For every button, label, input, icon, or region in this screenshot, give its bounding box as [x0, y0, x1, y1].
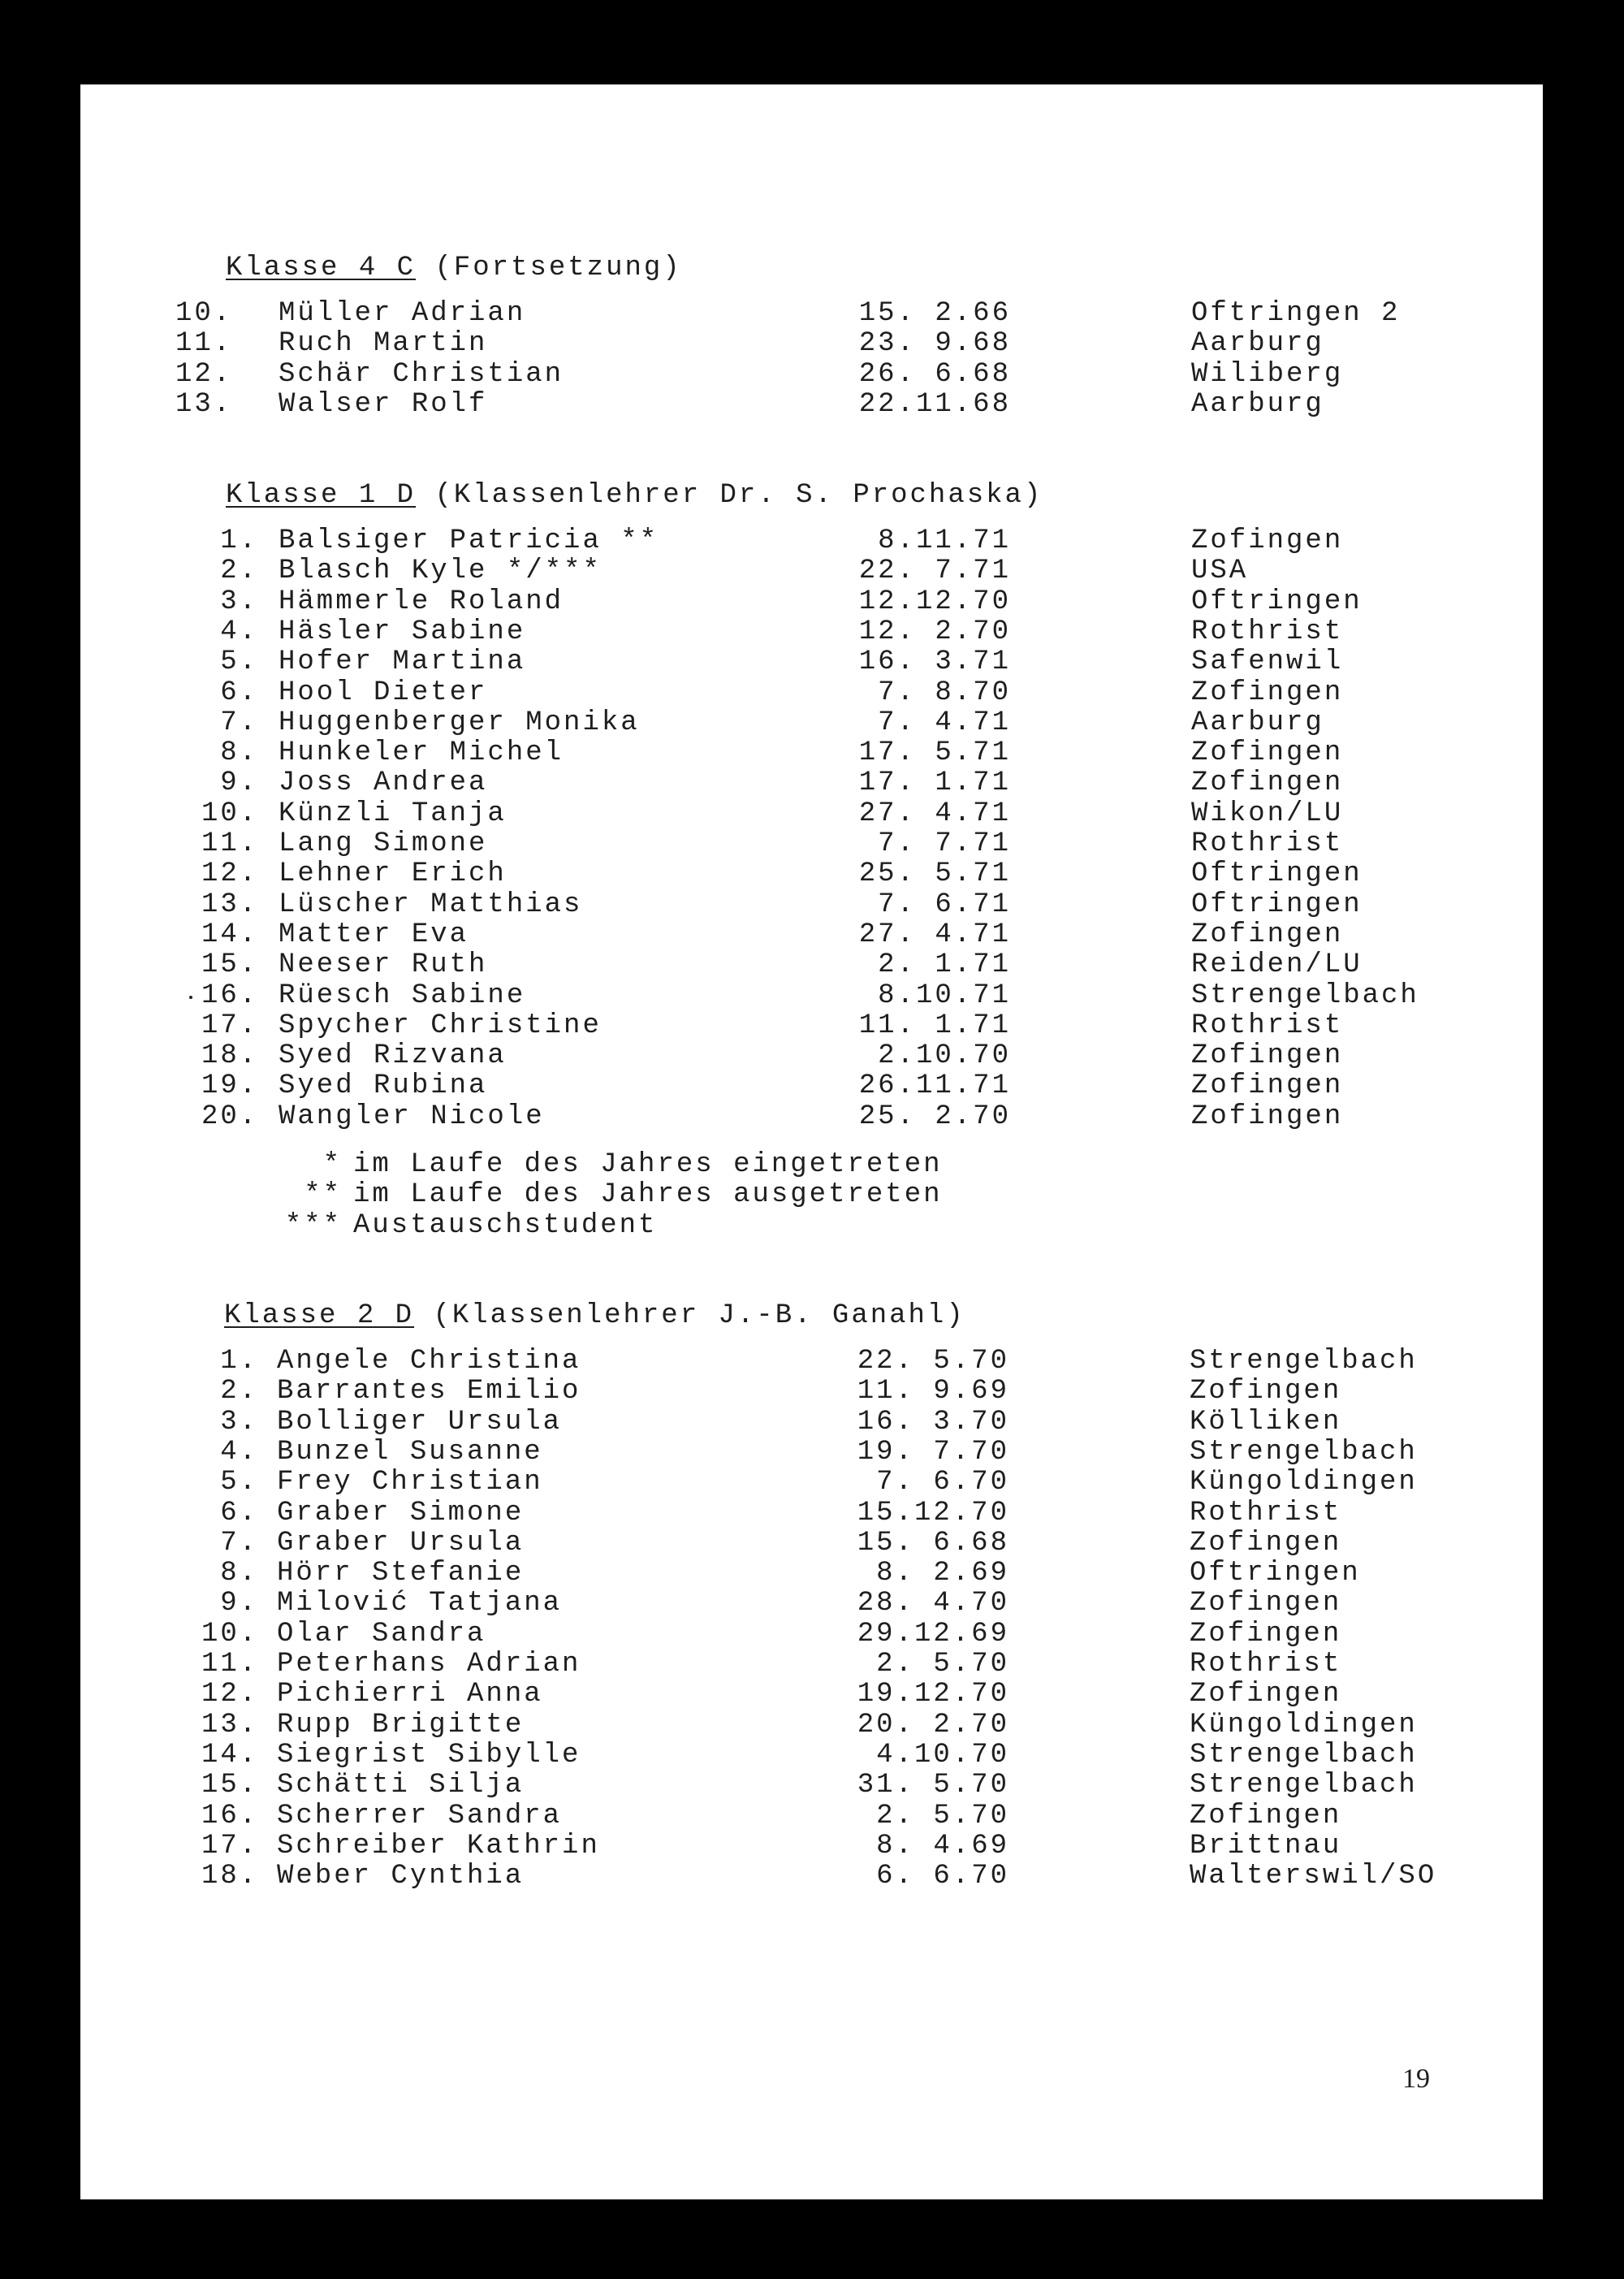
residence: Strengelbach: [1190, 1740, 1418, 1771]
birth-date: 15. 6.68: [857, 1528, 1009, 1559]
birth-date: 27. 4.71: [858, 798, 1011, 829]
residence: Oftringen: [1191, 586, 1363, 617]
student-name: Spycher Christine: [279, 1010, 602, 1041]
row-number: 1.: [220, 1346, 258, 1377]
class-note: (Klassenlehrer Dr. S. Prochaska): [416, 480, 1043, 511]
student-name: Joss Andrea: [279, 768, 488, 798]
row-number: 14.: [201, 1740, 259, 1771]
birth-date: 29.12.69: [857, 1619, 1009, 1650]
birth-date: 8.11.71: [878, 525, 1011, 556]
birth-date: 25. 2.70: [858, 1101, 1011, 1132]
residence: Zofingen: [1191, 768, 1344, 798]
row-number: 9.: [220, 1588, 258, 1619]
footnote-mark: **: [304, 1179, 342, 1210]
student-name: Scherrer Sandra: [277, 1801, 563, 1831]
residence: Safenwil: [1191, 647, 1344, 677]
row-number: 3.: [220, 1407, 258, 1438]
row-number: 16.: [201, 1801, 259, 1831]
row-number: 19.: [201, 1070, 259, 1101]
student-name: Olar Sandra: [277, 1619, 486, 1650]
birth-date: 23. 9.68: [858, 328, 1011, 359]
birth-date: 12.12.70: [858, 586, 1011, 617]
birth-date: 17. 5.71: [858, 737, 1011, 768]
row-number: 10.: [201, 798, 259, 829]
row-number: 9.: [220, 768, 258, 798]
student-name: Wangler Nicole: [279, 1101, 545, 1132]
row-number: 8.: [220, 1558, 258, 1589]
student-name: Barrantes Emilio: [277, 1376, 581, 1407]
student-name: Siegrist Sibylle: [277, 1740, 581, 1771]
row-number: 15.: [201, 1770, 259, 1801]
residence: Zofingen: [1190, 1679, 1342, 1710]
student-name: Schätti Silja: [277, 1770, 525, 1801]
student-name: Syed Rubina: [279, 1070, 488, 1101]
birth-date: 19. 7.70: [857, 1437, 1009, 1468]
row-number: 1.: [220, 525, 258, 556]
row-number: 11.: [201, 828, 259, 859]
student-name: Balsiger Patricia **: [279, 525, 659, 556]
row-number: 12.: [175, 359, 233, 390]
birth-date: 16. 3.71: [858, 647, 1011, 677]
row-number: 11.: [201, 1649, 259, 1680]
class-name: Klasse 4 C: [226, 253, 417, 283]
residence: Strengelbach: [1191, 980, 1419, 1011]
footnote-mark: ***: [284, 1210, 342, 1241]
row-number: 12.: [201, 1679, 259, 1710]
footnote-text: im Laufe des Jahres ausgetreten: [353, 1179, 943, 1210]
student-name: Bunzel Susanne: [277, 1437, 543, 1468]
row-number: 5.: [220, 1467, 258, 1498]
row-number: 7.: [220, 1528, 258, 1559]
student-name: Schär Christian: [279, 359, 564, 390]
row-number: 13.: [201, 1710, 259, 1741]
page-number: 19: [1402, 2064, 1430, 2094]
residence: Aarburg: [1191, 707, 1324, 738]
class-note: (Fortsetzung): [416, 253, 682, 283]
student-name: Neeser Ruth: [279, 949, 488, 980]
class-name: Klasse 1 D: [226, 480, 417, 511]
student-name: Weber Cynthia: [277, 1861, 525, 1892]
birth-date: 12. 2.70: [858, 616, 1011, 647]
residence: USA: [1191, 556, 1249, 586]
birth-date: 7. 8.70: [878, 677, 1011, 708]
residence: Küngoldingen: [1190, 1467, 1418, 1498]
birth-date: 11. 9.69: [857, 1376, 1009, 1407]
birth-date: 7. 6.70: [876, 1467, 1009, 1498]
row-number: 18.: [201, 1040, 259, 1071]
birth-date: 7. 6.71: [878, 889, 1011, 920]
residence: Aarburg: [1191, 389, 1324, 420]
residence: Zofingen: [1191, 1070, 1344, 1101]
student-name: Pichierri Anna: [277, 1679, 543, 1710]
student-name: Graber Ursula: [277, 1528, 525, 1559]
residence: Wiliberg: [1191, 359, 1344, 390]
student-name: Peterhans Adrian: [277, 1649, 581, 1680]
row-number: 18.: [201, 1861, 259, 1892]
birth-date: 26.11.71: [858, 1070, 1011, 1101]
student-name: Hunkeler Michel: [279, 737, 564, 768]
student-name: Walser Rolf: [279, 389, 488, 420]
birth-date: 20. 2.70: [857, 1710, 1009, 1741]
student-name: Hämmerle Roland: [279, 586, 564, 617]
birth-date: 22. 7.71: [858, 556, 1011, 586]
residence: Zofingen: [1191, 525, 1344, 556]
birth-date: 2. 1.71: [878, 949, 1011, 980]
row-number: 6.: [220, 1498, 258, 1529]
section-heading: [226, 253, 682, 283]
residence: Aarburg: [1191, 328, 1324, 359]
birth-date: 19.12.70: [857, 1679, 1009, 1710]
student-name: Lang Simone: [279, 828, 488, 859]
student-name: Bolliger Ursula: [277, 1407, 563, 1438]
row-number: 20.: [201, 1101, 259, 1132]
residence: Oftringen: [1191, 858, 1363, 889]
footnote-text: Austauschstudent: [353, 1210, 658, 1241]
birth-date: 26. 6.68: [858, 359, 1011, 390]
class-name: Klasse 2 D: [224, 1300, 415, 1331]
student-name: Graber Simone: [277, 1498, 525, 1529]
residence: Rothrist: [1191, 616, 1344, 647]
row-number: 3.: [220, 586, 258, 617]
birth-date: 11. 1.71: [858, 1010, 1011, 1041]
student-name: Müller Adrian: [279, 298, 526, 329]
scan-speck: [189, 996, 192, 999]
row-number: 2.: [220, 556, 258, 586]
residence: Kölliken: [1190, 1407, 1342, 1438]
birth-date: 2. 5.70: [876, 1801, 1009, 1831]
student-name: Hool Dieter: [279, 677, 488, 708]
footnote-mark: *: [322, 1149, 342, 1180]
birth-date: 4.10.70: [876, 1740, 1009, 1771]
student-name: Lüscher Matthias: [279, 889, 583, 920]
row-number: 4.: [220, 616, 258, 647]
row-number: 6.: [220, 677, 258, 708]
student-name: Lehner Erich: [279, 858, 507, 889]
student-name: Syed Rizvana: [279, 1040, 507, 1071]
birth-date: 27. 4.71: [858, 919, 1011, 950]
row-number: 15.: [201, 949, 259, 980]
student-name: Hofer Martina: [279, 647, 526, 677]
student-name: Rupp Brigitte: [277, 1710, 525, 1741]
student-name: Angele Christina: [277, 1346, 581, 1377]
birth-date: 16. 3.70: [857, 1407, 1009, 1438]
row-number: 5.: [220, 647, 258, 677]
birth-date: 7. 4.71: [878, 707, 1011, 738]
residence: Zofingen: [1190, 1376, 1342, 1407]
residence: Rothrist: [1190, 1498, 1342, 1529]
row-number: 13.: [175, 389, 233, 420]
residence: Strengelbach: [1190, 1346, 1418, 1377]
birth-date: 17. 1.71: [858, 768, 1011, 798]
residence: Oftringen: [1190, 1558, 1361, 1589]
birth-date: 22.11.68: [858, 389, 1011, 420]
student-name: Milović Tatjana: [277, 1588, 563, 1619]
row-number: 7.: [220, 707, 258, 738]
birth-date: 25. 5.71: [858, 858, 1011, 889]
row-number: 13.: [201, 889, 259, 920]
residence: Rothrist: [1191, 1010, 1344, 1041]
residence: Zofingen: [1190, 1619, 1342, 1650]
row-number: 10.: [201, 1619, 259, 1650]
birth-date: 31. 5.70: [857, 1770, 1009, 1801]
residence: Zofingen: [1190, 1588, 1342, 1619]
residence: Oftringen: [1191, 889, 1363, 920]
birth-date: 2. 5.70: [876, 1649, 1009, 1680]
residence: Reiden/LU: [1191, 949, 1363, 980]
student-name: Blasch Kyle */***: [279, 556, 602, 586]
student-name: Ruch Martin: [279, 328, 488, 359]
student-name: Schreiber Kathrin: [277, 1831, 600, 1862]
birth-date: 7. 7.71: [878, 828, 1011, 859]
student-name: Künzli Tanja: [279, 798, 507, 829]
row-number: 17.: [201, 1010, 259, 1041]
residence: Zofingen: [1191, 1101, 1344, 1132]
residence: Zofingen: [1191, 1040, 1344, 1071]
row-number: 4.: [220, 1437, 258, 1468]
residence: Zofingen: [1191, 677, 1344, 708]
residence: Zofingen: [1190, 1528, 1342, 1559]
residence: Walterswil/SO: [1190, 1861, 1437, 1892]
residence: Rothrist: [1190, 1649, 1342, 1680]
residence: Zofingen: [1190, 1801, 1342, 1831]
birth-date: 22. 5.70: [857, 1346, 1009, 1377]
footnote-text: im Laufe des Jahres eingetreten: [353, 1149, 943, 1180]
student-name: Huggenberger Monika: [279, 707, 640, 738]
residence: Brittnau: [1190, 1831, 1342, 1862]
row-number: 14.: [201, 919, 259, 950]
student-name: Matter Eva: [279, 919, 469, 950]
residence: Strengelbach: [1190, 1770, 1418, 1801]
class-note: (Klassenlehrer J.-B. Ganahl): [414, 1300, 965, 1331]
row-number: 11.: [175, 328, 233, 359]
residence: Küngoldingen: [1190, 1710, 1418, 1741]
section-heading: [224, 1301, 965, 1331]
row-number: 12.: [201, 858, 259, 889]
row-number: 10.: [175, 298, 233, 329]
row-number: 8.: [220, 737, 258, 768]
birth-date: 8. 2.69: [876, 1558, 1009, 1589]
row-number: 16.: [201, 980, 259, 1011]
residence: Zofingen: [1191, 919, 1344, 950]
residence: Strengelbach: [1190, 1437, 1418, 1468]
row-number: 2.: [220, 1376, 258, 1407]
birth-date: 15. 2.66: [858, 298, 1011, 329]
birth-date: 6. 6.70: [876, 1861, 1009, 1892]
student-name: Häsler Sabine: [279, 616, 526, 647]
residence: Rothrist: [1191, 828, 1344, 859]
residence: Wikon/LU: [1191, 798, 1344, 829]
residence: Zofingen: [1191, 737, 1344, 768]
birth-date: 15.12.70: [857, 1498, 1009, 1529]
student-name: Rüesch Sabine: [279, 980, 526, 1011]
row-number: 17.: [201, 1831, 259, 1862]
birth-date: 2.10.70: [878, 1040, 1011, 1071]
section-heading: [226, 481, 1043, 511]
birth-date: 28. 4.70: [857, 1588, 1009, 1619]
birth-date: 8.10.71: [878, 980, 1011, 1011]
student-name: Frey Christian: [277, 1467, 543, 1498]
residence: Oftringen 2: [1191, 298, 1401, 329]
student-name: Hörr Stefanie: [277, 1558, 525, 1589]
birth-date: 8. 4.69: [876, 1831, 1009, 1862]
